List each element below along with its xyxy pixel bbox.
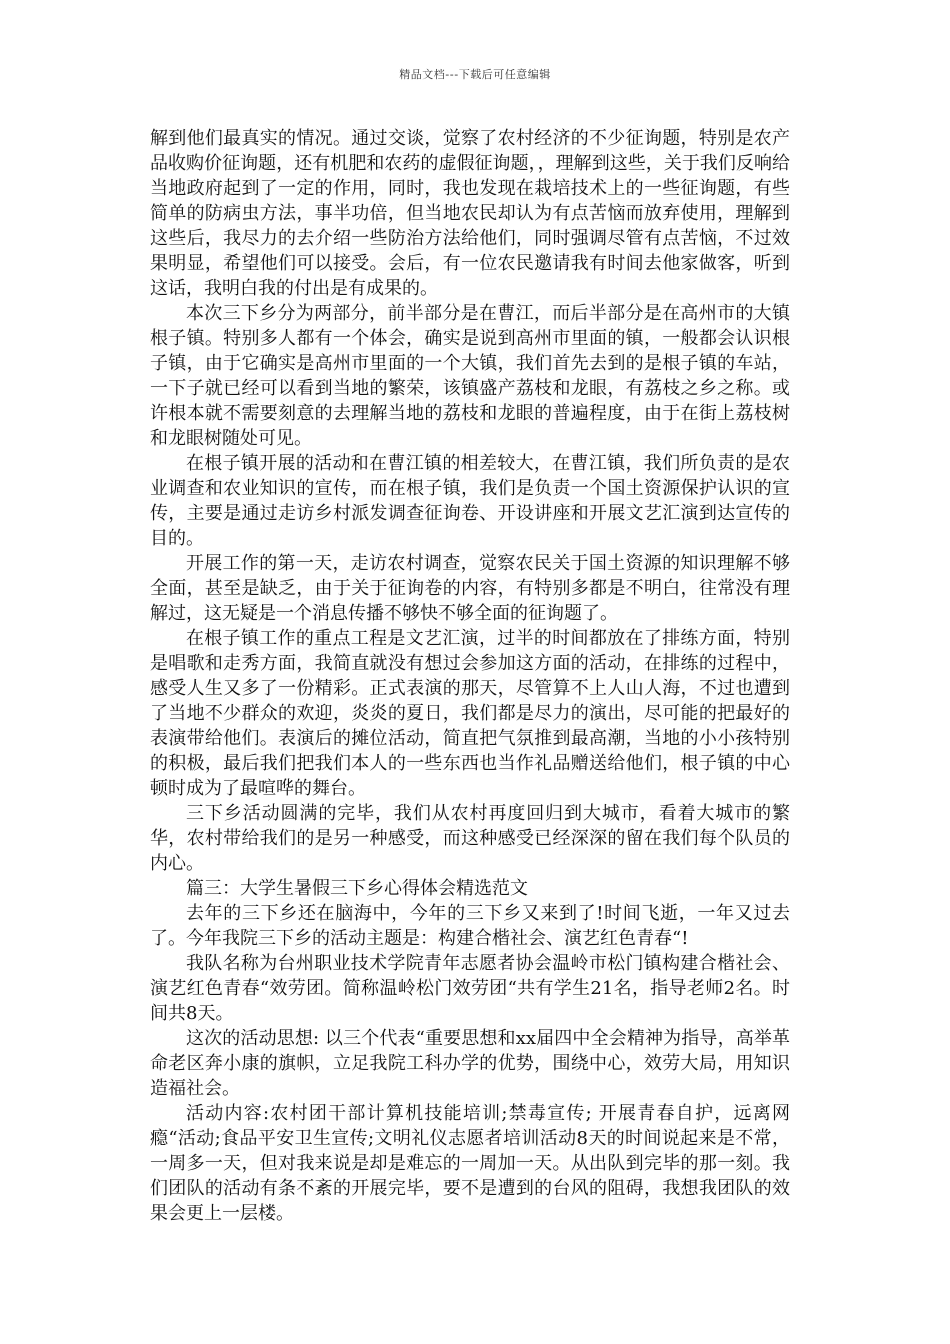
section-heading: 篇三：大学生暑假三下乡心得体会精选范文 [186,878,528,899]
page-header: 精品文档---下载后可任意编辑 [399,68,551,81]
paragraph: 我队名称为台州职业技术学院青年志愿者协会温岭市松门镇构建合楷社会、演艺红色青春“效劳团。简称温岭松门效劳团“共有学生21名，指导老师2名。时间共8天。 [150,953,790,1024]
paragraph: 在根子镇工作的重点工程是文艺汇演，过半的时间都放在了排练方面，特别是唱歌和走秀方面，我简直就没有想过会参加这方面的活动，在排练的过程中，感受人生又多了一份精彩。正式表演的那天，尽管算不上人山人海，不过也遭到了当地不少群众的欢迎，炎炎的夏日，我们都是尽力的演出，尽可能的把最好的表演带给他们。表演后的摊位活动，简直把气氛推到最高潮，当地的小小孩特别的积极，最后我们把我们本人的一些东西也当作礼品赠送给他们，根子镇的中心顿时成为了最喧哗的舞台。 [150,628,790,799]
paragraph: 这次的活动思想: 以三个代表“重要思想和xx届四中全会精神为指导，高举革命老区奔小康的旗帜，立足我院工科办学的优势，围绕中心，效劳大局，用知识造福社会。 [150,1028,790,1099]
document-body [150,126,790,1226]
paragraph: 三下乡活动圆满的完毕，我们从农村再度回归到大城市，看着大城市的繁华，农村带给我们的是另一种感受，而这种感受已经深深的留在我们每个队员的内心。 [150,803,790,874]
paragraph: 在根子镇开展的活动和在曹江镇的相差较大，在曹江镇，我们所负责的是农业调查和农业知识的宣传，而在根子镇，我们是负责一个国土资源保护认识的宣传，主要是通过走访乡村派发调查征询卷、开设讲座和开展文艺汇演到达宣传的目的。 [150,453,790,549]
paragraph: 解到他们最真实的情况。通过交谈，觉察了农村经济的不少征询题，特别是农产品收购价征询题，还有机肥和农药的虚假征询题，，理解到这些，关于我们反响给当地政府起到了一定的作用，同时，我也发现在栽培技术上的一些征询题，有些简单的防病虫方法，事半功倍，但当地农民却认为有点苦恼而放弃使用，理解到这些后，我尽力的去介绍一些防治方法给他们，同时强调尽管有点苦恼，不过效果明显，希望他们可以接受。会后，有一位农民邀请我有时间去他家做客，听到这话，我明白我的付出是有成果的。 [150,128,790,299]
paragraph: 本次三下乡分为两部分，前半部分是在曹江，而后半部分是在高州市的大镇根子镇。特别多人都有一个体会，确实是说到高州市里面的镇，一般都会认识根子镇，由于它确实是高州市里面的一个大镇，我们首先去到的是根子镇的车站，一下子就已经可以看到当地的繁荣，该镇盛产荔枝和龙眼，有荔枝之乡之称。或许根本就不需要刻意的去理解当地的荔枝和龙眼的普遍程度，由于在街上荔枝树和龙眼树随处可见。 [150,303,790,449]
paragraph: 去年的三下乡还在脑海中，今年的三下乡又来到了!时间飞逝，一年又过去了。今年我院三下乡的活动主题是：构建合楷社会、演艺红色青春“! [150,903,790,949]
paragraph: 开展工作的第一天，走访农村调查，觉察农民关于国土资源的知识理解不够全面，甚至是缺乏，由于关于征询卷的内容，有特别多都是不明白，往常没有理解过，这无疑是一个消息传播不够快不够全面的征询题了。 [150,553,790,624]
paragraph: 活动内容:农村团干部计算机技能培训;禁毒宣传; 开展青春自护，远离网瘾“活动;食品平安卫生宣传;文明礼仪志愿者培训活动8天的时间说起来是不常，一周多一天，但对我来说是却是难忘的一周加一天。从出队到完毕的那一刻。我们团队的活动有条不紊的开展完毕，要不是遭到的台风的阻碍，我想我团队的效果会更上一层楼。 [150,1103,790,1224]
